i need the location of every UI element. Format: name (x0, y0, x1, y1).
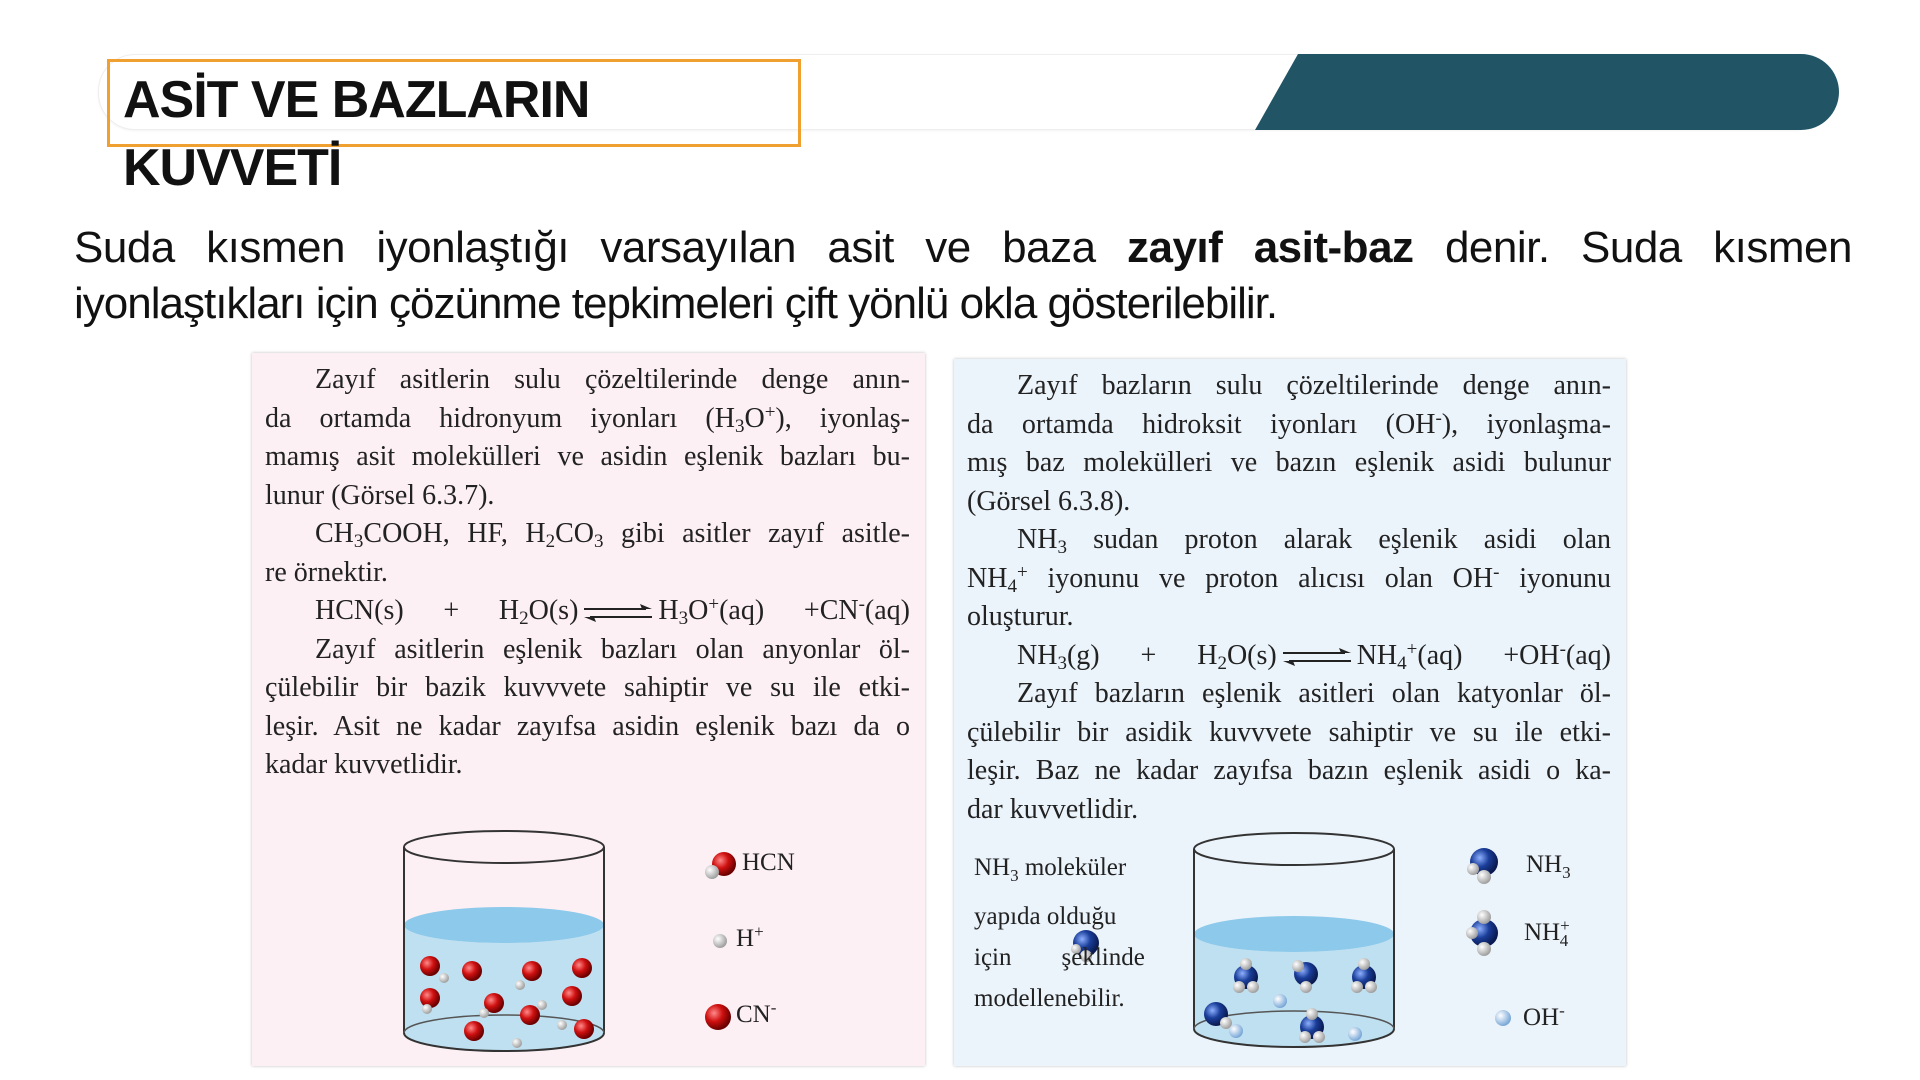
text-segment: mamış asit molekülleri ve asidin eşlenik bazları bu- (265, 441, 910, 472)
text-segment: (aq) (1565, 639, 1611, 671)
text-segment: çülebilir bir bazik kuvvvete sahiptir ve su ile etki- (265, 672, 910, 703)
text-segment: NH (1017, 639, 1058, 671)
text-segment: O(s) (1226, 639, 1277, 671)
text-segment: COOH, HF, H (363, 518, 546, 549)
text-segment: dar kuvvetlidir. (967, 793, 1139, 825)
text-segment: ), iyonlaş- (775, 402, 911, 434)
text-segment: da ortamda hidroksit iyonları (OH (967, 408, 1436, 440)
text-segment: (Görsel 6.3.8). (967, 485, 1131, 517)
text-segment: (aq) +OH (1417, 639, 1560, 671)
text-segment: O (688, 595, 709, 626)
subscript: 3 (734, 415, 745, 437)
intro-text: denir. Suda kısmen (1413, 223, 1853, 272)
text-segment: Zayıf asitlerin sulu çözeltilerinde denge anın- (315, 364, 910, 395)
text-segment: sudan proton alarak eşlenik asidi olan (1066, 524, 1611, 555)
hcn-legend-icon (705, 852, 736, 879)
text-segment: çülebilir bir asidik kuvvvete sahiptir ve su ile etki- (967, 716, 1611, 748)
text-segment: leşir. Baz ne kadar zayıfsa bazın eşlenik asidi o ka- (967, 755, 1611, 786)
text-segment: Zayıf asitlerin eşlenik bazları olan anyonlar öl- (315, 633, 910, 665)
weak-acid-panel (252, 353, 925, 1066)
legend-h-ion: H+ (736, 922, 764, 952)
text-segment: O (744, 402, 765, 434)
cn-ion-legend-icon (705, 1004, 731, 1030)
subscript: 4 (1007, 575, 1017, 597)
subscript: 4 (1397, 652, 1407, 674)
page-title (123, 66, 823, 202)
text-segment: NH (1017, 524, 1058, 555)
supscript: + (764, 401, 776, 423)
text-segment: NH (1356, 639, 1398, 671)
header-accent-shape (1255, 54, 1839, 130)
intro-text: iyonlaştıkları için çözünme tepkimeleri çift yönlü okla gösterilebilir. (74, 279, 1278, 328)
supscript: + (1406, 638, 1418, 660)
supscript: - (1435, 407, 1442, 429)
intro-text: Suda kısmen iyonlaştığı varsayılan asit ve baza (74, 223, 1127, 272)
supscript: - (858, 594, 865, 615)
text-segment: ), iyonlaşma- (1441, 408, 1611, 440)
title-line-1: ASİT VE BAZLARIN (123, 71, 590, 129)
text-segment: da ortamda hidronyum iyonları (H (265, 402, 735, 434)
subscript: 2 (545, 531, 556, 552)
text-segment: CH (315, 518, 354, 549)
ammonia-model-note: $NH_3$ moleküler yapıda olduğu için şeklinde modellenebilir. (974, 854, 1145, 1012)
legend-oh-ion: OH- (1523, 1001, 1565, 1031)
legend-cn-ion: CN- (736, 998, 777, 1028)
text-segment: H (658, 595, 679, 626)
text-segment: Zayıf bazların eşlenik asitleri olan katyonlar öl- (1017, 678, 1611, 709)
subscript: 3 (353, 531, 364, 552)
text-segment: re örnektir. (265, 556, 388, 588)
weak-acid-beaker-figure (252, 353, 925, 1066)
text-segment: CO (555, 518, 594, 549)
text-segment: leşir. Asit ne kadar zayıfsa asidin eşlenik bazı da o (265, 710, 910, 742)
weak-base-panel (954, 359, 1626, 1066)
intro-bold-term: zayıf asit-baz (1126, 223, 1414, 272)
text-segment: (g) + H (1066, 639, 1218, 671)
nh4-legend-icon (1466, 910, 1498, 956)
nh3-legend-icon (1467, 848, 1498, 884)
subscript: 3 (1057, 537, 1067, 558)
text-segment: lunur (Görsel 6.3.7). (265, 479, 495, 511)
subscript: 2 (519, 608, 529, 629)
subscript: 2 (1217, 652, 1227, 674)
beaker (404, 831, 604, 1051)
text-segment: iyonunu ve proton alıcısı olan OH (1027, 562, 1494, 594)
supscript: - (1493, 561, 1500, 583)
text-segment: O(s) (528, 595, 579, 626)
text-segment: gibi asitler zayıf asitle- (603, 518, 910, 549)
text-segment: NH (967, 562, 1008, 594)
title-line-2: KUVVETİ (123, 139, 342, 197)
text-segment: mış baz molekülleri ve bazın eşlenik asidi bulunur (967, 447, 1611, 478)
oh-ion-legend-icon (1495, 1010, 1511, 1026)
text-segment: (aq) (864, 595, 910, 626)
text-segment: oluşturur. (967, 601, 1074, 632)
text-segment: (aq) +CN (719, 595, 859, 626)
text-segment: iyonunu (1499, 562, 1612, 594)
text-segment: Zayıf bazların sulu çözeltilerinde denge anın- (1017, 370, 1611, 401)
text-segment: HCN(s) + H (315, 595, 520, 626)
subscript: 3 (1057, 652, 1067, 674)
supscript: + (708, 594, 720, 615)
subscript: 3 (594, 531, 604, 552)
intro-paragraph (74, 220, 1852, 332)
h-ion-legend-icon (713, 934, 727, 948)
legend-nh3: $NH_3$ (1526, 851, 1571, 882)
legend-hcn: HCN (742, 849, 795, 876)
supscript: + (1016, 561, 1028, 583)
subscript: 3 (678, 608, 689, 629)
supscript: - (1559, 638, 1566, 660)
text-segment: kadar kuvvetlidir. (265, 749, 463, 780)
legend-nh4: $NH^+_4$ (1524, 916, 1570, 950)
